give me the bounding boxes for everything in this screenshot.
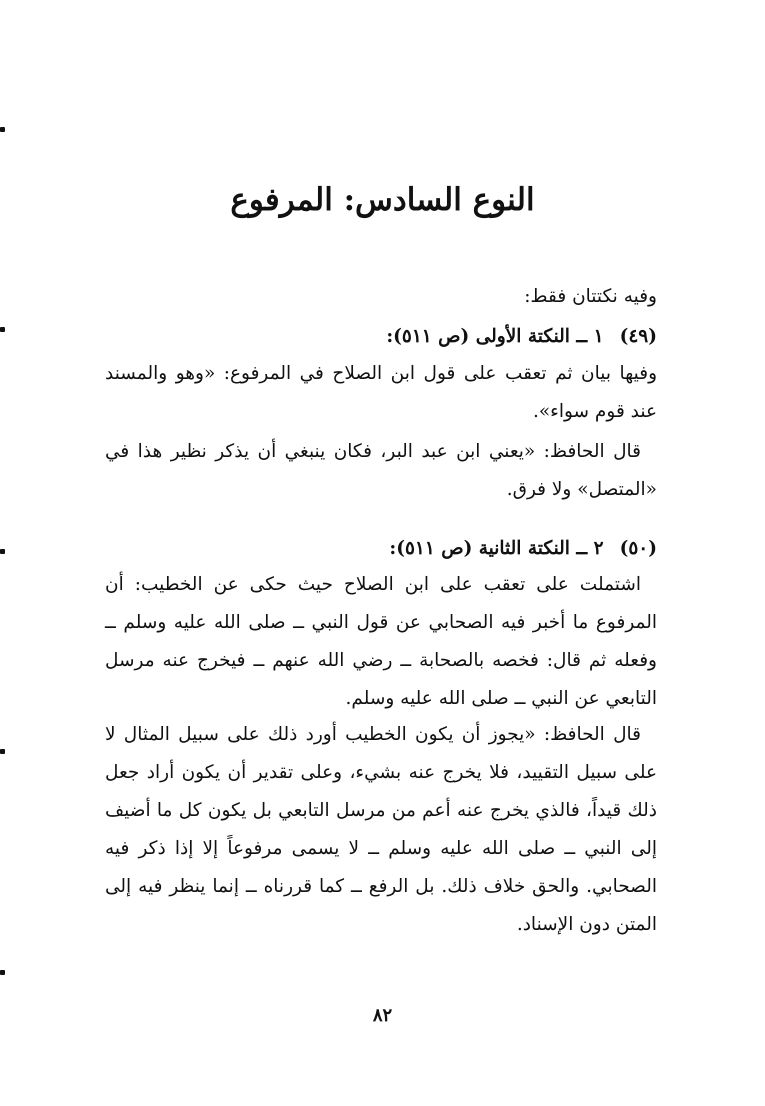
section-number: (٤٩)	[619, 326, 657, 347]
margin-mark	[0, 970, 5, 975]
section-heading-text: ٢ ــ النكتة الثانية (ص ٥١١):	[389, 538, 604, 559]
paragraph: اشتملت على تعقب على ابن الصلاح حيث حكى عن الخطيب: أن المرفوع ما أخبر فيه الصحابي عن قول النبي ــ صلى الله عليه وسلم ــ وفعله ثم قال: فخصه بالصحابة ــ رضي الله عنهم ــ فيخرج عنه مرسل التابعي عن النبي ــ صلى الله عليه وسلم.	[105, 574, 657, 709]
paragraph: قال الحافظ: «يعني ابن عبد البر، فكان ينبغي أن يذكر نظير هذا في «المتصل» ولا فرق.	[105, 441, 657, 500]
section-heading-50	[105, 530, 657, 568]
paragraph: وفيها بيان ثم تعقب على قول ابن الصلاح في المرفوع: «وهو والمسند عند قوم سواء».	[105, 363, 657, 422]
section-number: (٥٠)	[619, 538, 657, 559]
margin-mark	[0, 127, 5, 132]
section-heading-49	[105, 318, 657, 356]
chapter-title: النوع السادس: المرفوع	[230, 182, 535, 218]
paragraph: قال الحافظ: «يجوز أن يكون الخطيب أورد ذلك على سبيل المثال لا على سبيل التقييد، فلا يخرج عنه بشيء، وعلى تقدير أن يكون أراد جعل ذلك قيداً، فالذي يخرج عنه أعم من مرسل التابعي بل يكون كل ما أضيف إلى النبي ــ صلى الله عليه وسلم ــ لا يسمى مرفوعاً إلا إذا ذكر فيه الصحابي. والحق خلاف ذلك. بل الرفع ــ كما قررناه ــ إنما ينظر فيه إلى المتن دون الإسناد.	[105, 724, 657, 935]
margin-mark	[0, 749, 5, 754]
page-number: ٨٢	[372, 1005, 393, 1026]
section-heading-text: ١ ــ النكتة الأولى (ص ٥١١):	[386, 326, 604, 347]
margin-mark	[0, 549, 5, 554]
intro-text: وفيه نكتتان فقط:	[524, 286, 657, 307]
margin-mark	[0, 327, 5, 332]
